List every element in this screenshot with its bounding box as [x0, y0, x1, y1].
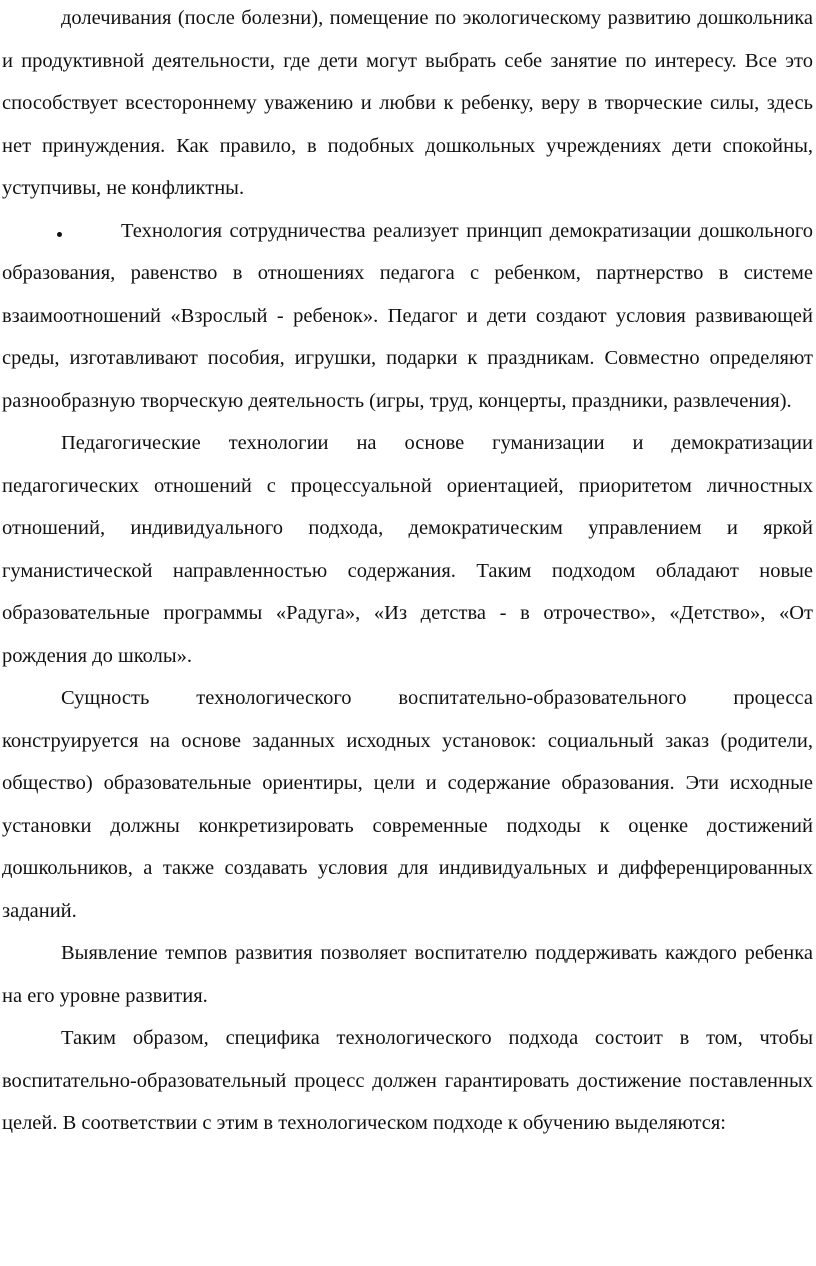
paragraph-conclusion: Таким образом, специфика технологического подхода состоит в том, чтобы воспитательно-образовательный процесс должен гарантировать достижение поставленных целей. В соответствии с этим в технологическом подходе к обучению выделяются:	[2, 1027, 813, 1134]
paragraph-humanization-technologies: Педагогические технологии на основе гуманизации и демократизации педагогических отношений с процессуальной ориентацией, приоритетом личностных отношений, индивидуального подхода, демократическим управлением и яркой гуманистической направленностью содержания. Таким подходом обладают новые образовательные программы «Радуга», «Из детства - в отрочество», «Детство», «От рождения до школы».	[2, 432, 813, 667]
paragraph-continuation: долечивания (после болезни), помещение по экологическому развитию дошкольника и продуктивной деятельности, где дети могут выбрать себе занятие по интересу. Все это способствует всестороннему уважению и любви к ребенку, веру в творческие силы, здесь нет принуждения. Как правило, в подобных дошкольных учреждениях дети спокойны, уступчивы, не конфликтны.	[2, 7, 813, 199]
paragraph-development-pace: Выявление темпов развития позволяет воспитателю поддерживать каждого ребенка на его уровне развития.	[2, 942, 813, 1007]
paragraph-technological-process-essence: Сущность технологического воспитательно-образовательного процесса конструируется на основе заданных исходных установок: социальный заказ (родители, общество) образовательные ориентиры, цели и содержание образования. Эти исходные установки должны конкретизировать современные подходы к оценке достижений дошкольников, а также создавать условия для индивидуальных и дифференцированных заданий.	[2, 687, 813, 922]
bullet-item-cooperation-technology	[2, 210, 813, 423]
bullet-item-text: Технология сотрудничества реализует принцип демократизации дошкольного образования, равенство в отношениях педагога с ребенком, партнерство в системе взаимоотношений «Взрослый - ребенок». Педагог и дети создают условия развивающей среды, изготавливают пособия, игрушки, подарки к праздникам. Совместно определяют разнообразную творческую деятельность (игры, труд, концерты, праздники, развлечения).	[2, 219, 813, 412]
